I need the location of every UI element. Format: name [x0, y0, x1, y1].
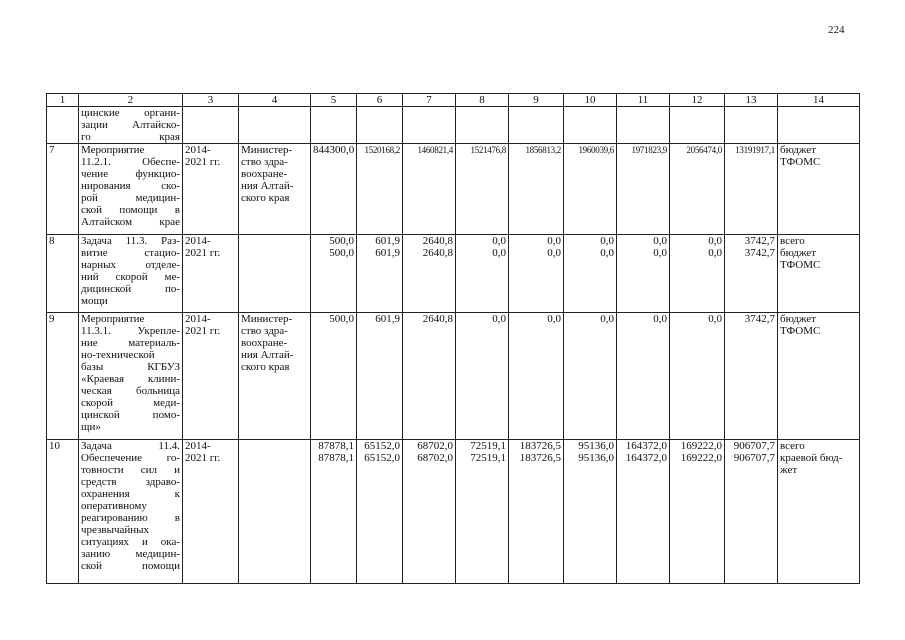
funding-value-col-8: [456, 144, 509, 235]
cell-line: базы КГБУЗ: [81, 361, 180, 373]
cell-line: 0,0: [653, 247, 667, 259]
cell-line: 2021 гг.: [185, 156, 221, 168]
period: [183, 144, 239, 235]
funding-value-col-12: [670, 313, 725, 440]
funding-value-col-5: [311, 440, 357, 584]
cell-line: 183726,5: [519, 452, 561, 464]
cell-line: 0,0: [492, 313, 506, 325]
cell-line: 65152,0: [364, 452, 400, 464]
period: [183, 107, 239, 144]
column-header-14: 14: [778, 94, 860, 107]
cell-line: 2021 гг.: [185, 325, 221, 337]
cell-line: 1460821,4: [417, 145, 453, 155]
cell-line: 3742,7: [744, 247, 775, 259]
cell-line: бюджет: [780, 144, 816, 156]
cell-line: ской помощи в: [81, 204, 180, 216]
cell-line: Алтайском крае: [81, 216, 180, 228]
funding-value-col-9: [509, 235, 564, 313]
column-header-3: 3: [183, 94, 239, 107]
cell-line: 0,0: [547, 235, 561, 247]
cell-line: 2021 гг.: [185, 247, 221, 259]
cell-line: ТФОМС: [780, 156, 821, 168]
funding-value-col-12: [670, 235, 725, 313]
cell-line: 0,0: [653, 313, 667, 325]
cell-line: 11.3.1. Укрепле-: [81, 325, 180, 337]
table-row: [47, 107, 860, 144]
cell-line: ТФОМС: [780, 259, 821, 271]
cell-line: 906707,7: [733, 452, 775, 464]
funding-value-col-10: [564, 107, 617, 144]
cell-line: 1521476,8: [470, 145, 506, 155]
cell-line: ние материаль-: [81, 337, 180, 349]
funding-value-col-8: [456, 313, 509, 440]
cell-line: ского края: [241, 361, 290, 373]
funding-value-col-5: [311, 235, 357, 313]
cell-line: 2014-: [185, 144, 211, 156]
funding-source: [778, 440, 860, 584]
cell-line: 2056474,0: [686, 145, 722, 155]
period: [183, 440, 239, 584]
cell-line: ческая больница: [81, 385, 180, 397]
cell-line: 0,0: [547, 313, 561, 325]
funding-value-col-7: [403, 107, 456, 144]
executor: [239, 107, 311, 144]
cell-line: занию медицин-: [81, 548, 180, 560]
column-header-6: 6: [357, 94, 403, 107]
funding-value-col-11: [617, 313, 670, 440]
funding-value-col-6: [357, 440, 403, 584]
cell-line: нирования ско-: [81, 180, 180, 192]
cell-line: 11.2.1. Обеспе-: [81, 156, 180, 168]
column-header-7: 7: [403, 94, 456, 107]
column-header-12: 12: [670, 94, 725, 107]
column-header-1: 1: [47, 94, 79, 107]
funding-value-col-8: [456, 107, 509, 144]
executor: [239, 313, 311, 440]
cell-line: мощи: [81, 295, 108, 307]
funding-value-col-12: [670, 440, 725, 584]
cell-line: рой медицин-: [81, 192, 180, 204]
row-number: 9: [47, 313, 79, 440]
cell-line: ство здра-: [241, 156, 288, 168]
funding-value-col-8: [456, 235, 509, 313]
cell-line: 601,9: [375, 313, 400, 325]
cell-line: 601,9: [375, 235, 400, 247]
row-number: 7: [47, 144, 79, 235]
funding-value-col-6: [357, 235, 403, 313]
cell-line: 95136,0: [578, 452, 614, 464]
funding-value-col-11: [617, 235, 670, 313]
cell-line: зации Алтайско-: [81, 119, 180, 131]
column-header-4: 4: [239, 94, 311, 107]
cell-line: 0,0: [547, 247, 561, 259]
cell-line: 2640,8: [422, 235, 453, 247]
cell-line: Задача 11.4.: [81, 440, 180, 452]
cell-line: 0,0: [708, 235, 722, 247]
cell-line: ской помощи: [81, 560, 180, 572]
cell-line: всего: [780, 235, 805, 247]
funding-value-col-13: [725, 144, 778, 235]
cell-line: 0,0: [600, 235, 614, 247]
funding-source: [778, 107, 860, 144]
cell-line: ТФОМС: [780, 325, 821, 337]
cell-line: 72519,1: [470, 452, 506, 464]
table-row: [47, 440, 860, 584]
cell-line: Министер-: [241, 313, 293, 325]
cell-line: краевой бюд-: [780, 452, 843, 464]
cell-line: воохране-: [241, 337, 288, 349]
funding-value-col-7: [403, 440, 456, 584]
cell-line: Мероприятие: [81, 313, 145, 325]
cell-line: Министер-: [241, 144, 293, 156]
funding-value-col-13: [725, 440, 778, 584]
funding-value-col-9: [509, 107, 564, 144]
column-header-9: 9: [509, 94, 564, 107]
funding-value-col-11: [617, 144, 670, 235]
cell-line: скорой меди-: [81, 397, 180, 409]
funding-source: [778, 235, 860, 313]
cell-line: 72519,1: [470, 440, 506, 452]
funding-value-col-7: [403, 313, 456, 440]
cell-line: но-технической: [81, 349, 155, 361]
cell-line: 906707,7: [733, 440, 775, 452]
period: [183, 313, 239, 440]
funding-value-col-5: [311, 144, 357, 235]
cell-line: ство здра-: [241, 325, 288, 337]
funding-value-col-9: [509, 144, 564, 235]
funding-value-col-8: [456, 440, 509, 584]
cell-line: 87878,1: [318, 440, 354, 452]
funding-value-col-6: [357, 144, 403, 235]
cell-line: ситуациях и ока-: [81, 536, 180, 548]
table-row: [47, 144, 860, 235]
cell-line: 2014-: [185, 235, 211, 247]
funding-value-col-10: [564, 235, 617, 313]
column-header-10: 10: [564, 94, 617, 107]
cell-line: 87878,1: [318, 452, 354, 464]
funding-value-col-13: [725, 235, 778, 313]
cell-line: дицинской по-: [81, 283, 180, 295]
cell-line: чение функцио-: [81, 168, 180, 180]
cell-line: 844300,0: [313, 144, 355, 156]
cell-line: бюджет: [780, 247, 816, 259]
cell-line: 65152,0: [364, 440, 400, 452]
row-number: [47, 107, 79, 144]
funding-value-col-7: [403, 235, 456, 313]
funding-value-col-10: [564, 313, 617, 440]
cell-line: Задача 11.3. Раз-: [81, 235, 180, 247]
table-header-row: [47, 94, 860, 107]
cell-line: 13191917,1: [735, 145, 775, 155]
cell-line: 0,0: [600, 247, 614, 259]
funding-value-col-10: [564, 440, 617, 584]
table-row: [47, 235, 860, 313]
cell-line: нарных отделе-: [81, 259, 180, 271]
funding-value-col-9: [509, 440, 564, 584]
cell-line: 500,0: [329, 235, 354, 247]
funding-value-col-13: [725, 313, 778, 440]
cell-line: 0,0: [708, 247, 722, 259]
cell-line: 68702,0: [417, 440, 453, 452]
cell-line: 95136,0: [578, 440, 614, 452]
cell-line: 0,0: [600, 313, 614, 325]
column-header-2: 2: [79, 94, 183, 107]
cell-line: 601,9: [375, 247, 400, 259]
funding-value-col-9: [509, 313, 564, 440]
funding-value-col-10: [564, 144, 617, 235]
cell-line: 0,0: [492, 235, 506, 247]
column-header-13: 13: [725, 94, 778, 107]
funding-value-col-11: [617, 440, 670, 584]
cell-line: 1520168,2: [364, 145, 400, 155]
cell-line: 164372,0: [625, 452, 667, 464]
cell-line: 2014-: [185, 313, 211, 325]
cell-line: 1856813,2: [525, 145, 561, 155]
cell-line: 500,0: [329, 247, 354, 259]
row-number: 10: [47, 440, 79, 584]
cell-line: 1960039,6: [578, 145, 614, 155]
cell-line: чрезвычайных: [81, 524, 150, 536]
cell-line: 183726,5: [519, 440, 561, 452]
cell-line: витие стацио-: [81, 247, 180, 259]
funding-value-col-12: [670, 107, 725, 144]
cell-line: 0,0: [492, 247, 506, 259]
funding-value-col-6: [357, 313, 403, 440]
cell-line: ния Алтай-: [241, 349, 294, 361]
cell-line: 500,0: [329, 313, 354, 325]
cell-line: 164372,0: [625, 440, 667, 452]
cell-line: 2021 гг.: [185, 452, 221, 464]
cell-line: цинской помо-: [81, 409, 180, 421]
funding-value-col-5: [311, 313, 357, 440]
cell-line: 3742,7: [744, 313, 775, 325]
executor: [239, 144, 311, 235]
cell-line: жет: [780, 464, 798, 476]
cell-line: всего: [780, 440, 805, 452]
funding-value-col-13: [725, 107, 778, 144]
period: [183, 235, 239, 313]
activity-name: [79, 235, 183, 313]
cell-line: 2640,8: [422, 247, 453, 259]
table-row: [47, 313, 860, 440]
cell-line: 0,0: [653, 235, 667, 247]
cell-line: ского края: [241, 192, 290, 204]
cell-line: товности сил и: [81, 464, 180, 476]
page-number: 224: [828, 24, 845, 36]
activity-name: [79, 107, 183, 144]
cell-line: 68702,0: [417, 452, 453, 464]
cell-line: ний скорой ме-: [81, 271, 180, 283]
column-header-8: 8: [456, 94, 509, 107]
funding-value-col-11: [617, 107, 670, 144]
funding-value-col-6: [357, 107, 403, 144]
cell-line: средств здраво-: [81, 476, 180, 488]
cell-line: цинские органи-: [81, 107, 180, 119]
cell-line: 0,0: [708, 313, 722, 325]
cell-line: «Краевая клини-: [81, 373, 180, 385]
cell-line: 2014-: [185, 440, 211, 452]
cell-line: реагированию в: [81, 512, 180, 524]
cell-line: ния Алтай-: [241, 180, 294, 192]
cell-line: 1971823,9: [631, 145, 667, 155]
column-header-5: 5: [311, 94, 357, 107]
funding-value-col-12: [670, 144, 725, 235]
funding-source: [778, 313, 860, 440]
cell-line: оперативному: [81, 500, 147, 512]
funding-source: [778, 144, 860, 235]
cell-line: Мероприятие: [81, 144, 145, 156]
cell-line: го края: [81, 131, 180, 143]
cell-line: воохране-: [241, 168, 288, 180]
cell-line: щи»: [81, 421, 101, 433]
cell-line: охранения к: [81, 488, 180, 500]
cell-line: Обеспечение го-: [81, 452, 180, 464]
cell-line: бюджет: [780, 313, 816, 325]
cell-line: 169222,0: [680, 452, 722, 464]
executor: [239, 440, 311, 584]
cell-line: 169222,0: [680, 440, 722, 452]
funding-value-col-7: [403, 144, 456, 235]
cell-line: 3742,7: [744, 235, 775, 247]
activity-name: [79, 313, 183, 440]
column-header-11: 11: [617, 94, 670, 107]
cell-line: 2640,8: [422, 313, 453, 325]
funding-value-col-5: [311, 107, 357, 144]
executor: [239, 235, 311, 313]
row-number: 8: [47, 235, 79, 313]
program-funding-table: [46, 93, 860, 584]
activity-name: [79, 144, 183, 235]
activity-name: [79, 440, 183, 584]
